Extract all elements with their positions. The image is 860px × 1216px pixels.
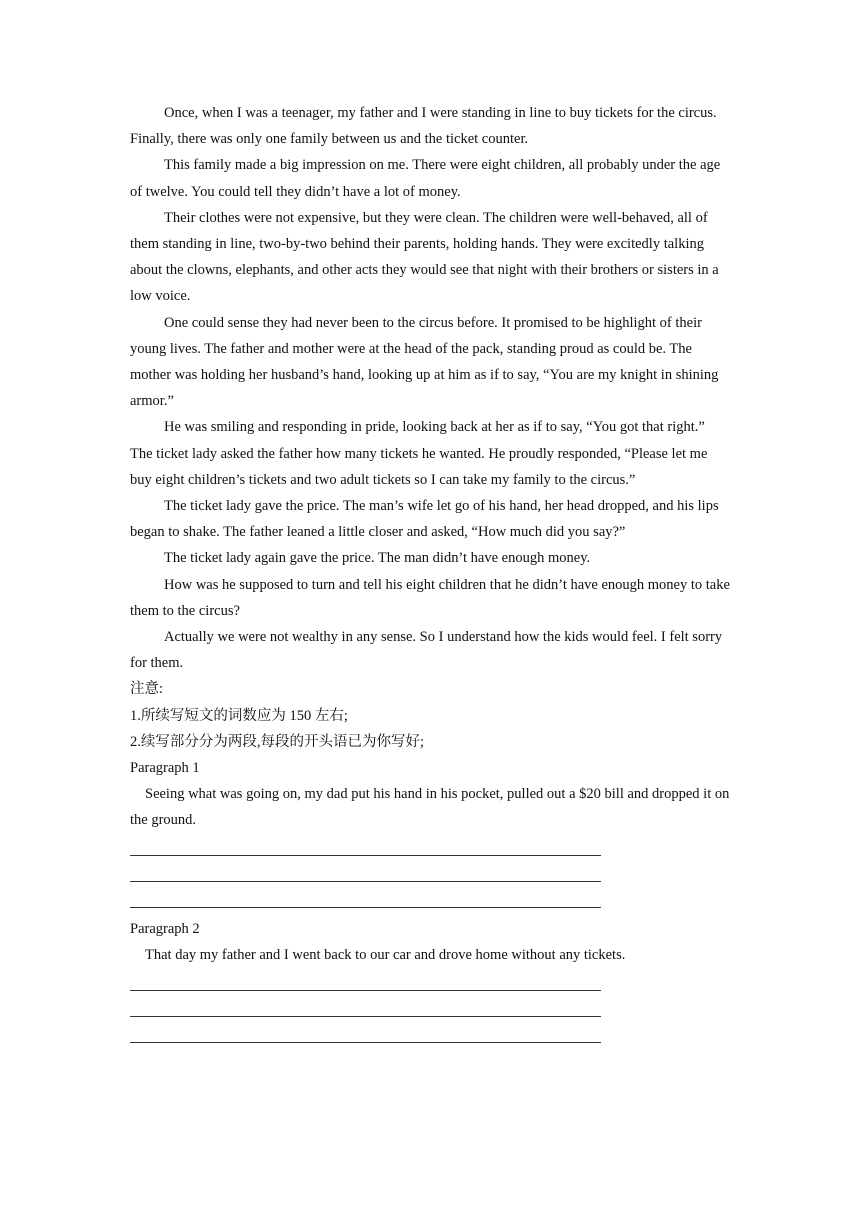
notes-item-word-count: 1.所续写短文的词数应为 150 左右; — [130, 707, 348, 724]
writing-line[interactable] — [130, 882, 601, 908]
paragraph-2-label: Paragraph 2 — [130, 921, 200, 938]
passage-paragraph-2: This family made a big impression on me. There were eight children, all probably under the age of twelve. You could tell they didn’t have a lot of money. — [130, 157, 721, 200]
passage-paragraph-9: Actually we were not wealthy in any sense. So I understand how the kids would feel. I felt sorry for them. — [130, 629, 723, 672]
notes-item-structure: 2.续写部分分为两段,每段的开头语已为你写好; — [130, 733, 425, 750]
passage-paragraph-7: The ticket lady again gave the price. The man didn’t have enough money. — [164, 550, 591, 567]
paragraph-1-label: Paragraph 1 — [130, 760, 200, 777]
notes-heading: 注意: — [130, 681, 164, 698]
paragraph-2-opening: That day my father and I went back to our car and drove home without any tickets. — [145, 947, 626, 964]
writing-line[interactable] — [130, 856, 601, 882]
passage-paragraph-3: Their clothes were not expensive, but they were clean. The children were well-behaved, all of them standing in line, two-by-two behind their parents, holding hands. They were excitedly talking about the clowns, elephants, and other acts they would see that night with their brothers or sisters in a low voice. — [130, 209, 719, 305]
passage-paragraph-5: He was smiling and responding in pride, looking back at her as if to say, “You got that right.” The ticket lady asked the father how many tickets he wanted. He proudly responded, “Please let me buy eight children’s tickets and two adult tickets so I can take my family to the circus.” — [130, 419, 708, 488]
passage-paragraph-1: Once, when I was a teenager, my father and I were standing in line to buy tickets for the circus. Finally, there was only one family between us and the ticket counter. — [130, 105, 717, 148]
writing-line[interactable] — [130, 965, 601, 991]
writing-line[interactable] — [130, 1017, 601, 1043]
passage-paragraph-6: The ticket lady gave the price. The man’s wife let go of his hand, her head dropped, and his lips began to shake. The father leaned a little closer and asked, “How much did you say?” — [130, 498, 719, 541]
passage-paragraph-8: How was he supposed to turn and tell his eight children that he didn’t have enough money to take them to the circus? — [130, 576, 730, 619]
document-page — [130, 100, 730, 1047]
passage-paragraph-4: One could sense they had never been to the circus before. It promised to be highlight of their young lives. The father and mother were at the head of the pack, standing proud as could be. The mother was holding her husband’s hand, looking up at him as if to say, “You are my knight in shining armor.” — [130, 314, 719, 410]
writing-line[interactable] — [130, 830, 601, 856]
paragraph-1-opening: Seeing what was going on, my dad put his hand in his pocket, pulled out a $20 bill and dropped it on the ground. — [130, 786, 730, 829]
writing-line[interactable] — [130, 991, 601, 1017]
